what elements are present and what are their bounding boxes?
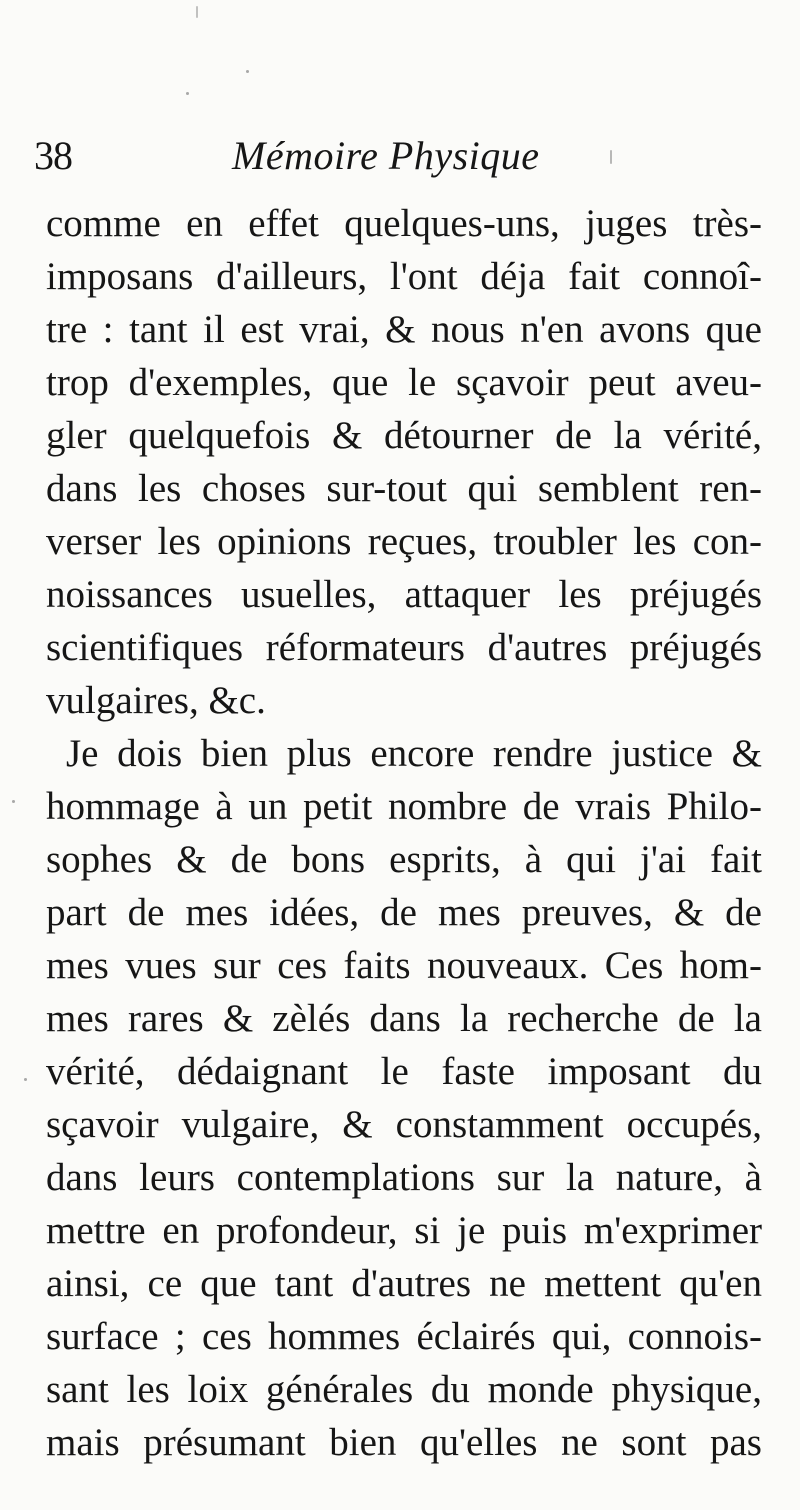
body-text	[46, 197, 762, 1469]
text-line: verser les opinions reçues, troubler les con-	[46, 520, 762, 563]
scan-speck	[186, 92, 189, 95]
text-line: mettre en profondeur, si je puis m'exprimer	[46, 1209, 762, 1252]
text-line: ainsi, ce que tant d'autres ne mettent qu'en	[46, 1262, 762, 1305]
text-line: Je dois bien plus encore rendre justice &	[66, 732, 762, 775]
text-line: sçavoir vulgaire, & constamment occupés,	[46, 1103, 762, 1146]
text-line: mes rares & zèlés dans la recherche de la	[46, 997, 762, 1040]
scan-speck	[12, 800, 15, 803]
text-line: vérité, dédaignant le faste imposant du	[46, 1050, 762, 1093]
text-line: tre : tant il est vrai, & nous n'en avons que	[46, 308, 762, 351]
scan-speck	[24, 1078, 27, 1081]
text-line: mes vues sur ces faits nouveaux. Ces hom-	[46, 944, 762, 987]
text-line: noissances usuelles, attaquer les préjugés	[46, 573, 762, 616]
text-line: hommage à un petit nombre de vrais Philo-	[46, 785, 762, 828]
text-line: part de mes idées, de mes preuves, & de	[46, 891, 762, 934]
text-line: sophes & de bons esprits, à qui j'ai fait	[46, 838, 762, 881]
text-line: surface ; ces hommes éclairés qui, connois-	[46, 1315, 762, 1358]
text-line: sant les loix générales du monde physique,	[46, 1368, 762, 1411]
scan-speck	[196, 6, 198, 18]
text-line: scientifiques réformateurs d'autres préjugés	[46, 626, 762, 669]
text-line: gler quelquefois & détourner de la vérité,	[46, 414, 762, 457]
page-header	[0, 128, 800, 184]
text-line: vulgaires, &c.	[46, 679, 266, 722]
scan-speck	[246, 70, 249, 73]
text-line: imposans d'ailleurs, l'ont déja fait connoî-	[46, 255, 762, 298]
text-line: trop d'exemples, que le sçavoir peut aveu-	[46, 361, 762, 404]
text-line: dans les choses sur-tout qui semblent ren-	[46, 467, 762, 510]
page-number: 38	[34, 133, 72, 178]
text-line: dans leurs contemplations sur la nature, à	[46, 1156, 762, 1199]
text-line: mais présumant bien qu'elles ne sont pas	[46, 1421, 762, 1464]
text-line: comme en effet quelques-uns, juges très-	[46, 202, 762, 245]
running-title: Mémoire Physique	[232, 133, 540, 178]
